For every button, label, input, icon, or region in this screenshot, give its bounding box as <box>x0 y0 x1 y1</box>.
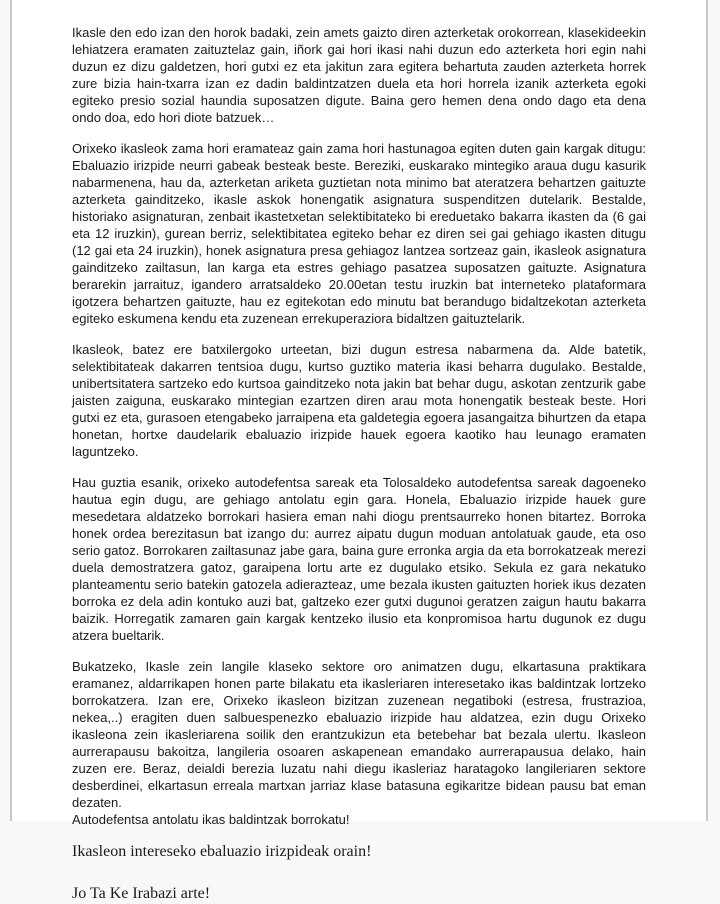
slogan-evaluation-criteria-now: Ikasleon intereseko ebaluazio irizpideak orain! <box>72 843 372 860</box>
paragraph-evaluation-criteria: Orixeko ikasleok zama hori eramateaz gain zama hori hastunagoa egiten duten gain kargak ditugu: Ebaluazio irizpide neurri gabeak besteak beste. Bereziki, euskarako mintegiko araua dugu kasurik nabarmenena, hau da, azterketan ariketa guztietan nota minimo bat ateratzera behartzen gaituzte azterketa gainditzeko, ikasle askok honengatik asignatura suspenditzen dutelarik. Bestalde, historiako asignaturan, zenbait ikastetxetan selektibitateko bi ereduetako bakarra ikasten da (6 gai eta 12 iruzkin), gurean berriz, selektibitatea egiteko behar ez diren sei gai gehiago ikasten ditugu (12 gai eta 24 iruzkin), honek asignatura presa gehiagoz lantzea sortzeaz gain, ikasleok asignatura gainditzeko zailtasun, lan karga eta estres gehiago pasatzea suposatzen gaituzte. Asignatura berarekin jarraituz, igandero arratsaldeko 20.00etan testu iruzkin bat interneteko plataformara igotzera behartzen gaituzte, hau ez egitekotan edo minutu bat berandugo bidaltzekotan azterketa egiteko eskumena kendu eta zuzenean errekuperaziora bidaltzen gaituztelarik. <box>72 141 646 326</box>
paragraph-student-stress: Ikasleok, batez ere batxilergoko urteetan, bizi dugun estresa nabarmena da. Alde batetik, selektibitateak dakarren tentsioa dugu, kurtso guztiko materia ikasi beharra dugulako. Bestalde, unibertsitatera sartzeko edo kurtsoa gainditzeko nota jakin bat behar dugu, askotan zentzurik gabe jaisten zaiguna, euskarako mintegian ezartzen diren arau mota honengatik besteak beste. Hori gutxi ez eta, gurasoen etengabeko jarraipena eta galdetegia egoera jasangaitza bihurtzen da etapa honetan, hortxe daudelarik ebaluazio irizpide hauek egoera kaotiko hau leunago eramaten laguntzeko. <box>72 342 646 459</box>
document-content <box>12 0 706 904</box>
slogan-jo-ta-ke: Jo Ta Ke Irabazi arte! <box>72 885 211 902</box>
document-page <box>10 0 708 902</box>
paragraph-intro: Ikasle den edo izan den horok badaki, zein amets gaizto diren azterketak orokorrean, klasekideekin lehiatzera eramaten zaituztelaz gain, iñork gai hori ikasi nahi duzun edo azterketa hori egin nahi duzun ez dizu galdetzen, hori gutxi ez eta jakitun zara egitera behartuta zauden azterketa horrek zure bizia hain-txarra izan ez dadin baldintzatzen duela eta hori horrela izanik azterketa egoki egiteko presio sozial haundia suposatzen digute. Baina gero hemen dena ondo dago eta dena ondo doa, edo hori diote batzuek… <box>72 25 646 125</box>
paragraph-closing-call: Bukatzeko, Ikasle zein langile klaseko sektore oro animatzen dugu, elkartasuna praktikara eramanez, aldarrikapen honen parte bilakatu eta ikasleriaren interesetako ikas baldintzak lortzeko borrokatzera. Izan ere, Orixeko ikasleon bizitzan zuzenean negatiboki (estresa, frustrazioa, nekea,..) eragiten duen salbuespenezko ebaluazio irizpide hau aldatzea, ezin dugu Orixeko ikasleona zein ikasleriarena soilik den erantzukizun eta betebehar bat bezala ulertu. Ikasleon aurrerapausu bakoitza, langileria osoaren askapenean emandako aurrerapausua delako, hain zuzen ere. Beraz, deialdi berezia luzatu nahi diegu ikasleriaz haratagoko langileriaren sektore desberdinei, elkartasun erreala martxan jarriaz klase batasuna egikaritze bidean pausu bat eman dezaten. <box>72 659 646 810</box>
paragraph-self-defense-networks: Hau guztia esanik, orixeko autodefentsa sareak eta Tolosaldeko autodefentsa sareak dagoeneko hautua egin dugu, are gehiago antolatu egin gara. Honela, Ebaluazio irizpide hauek gure mesedetara aldatzeko borrokari hasiera eman nahi diogu prentsaurreko honen bitartez. Borroka honek ordea berezitasun bat izango du: aurrez aipatu dugun moduan antolatuak gaude, eta oso serio gatoz. Borrokaren zailtasunaz jabe gara, baina gure erronka argia da eta borrokatzeak merezi duela demostratzera gatoz, garaipena lortu arte ez dugulako etsiko. Sekula ez gara nekatuko planteamentu serio batekin gatozela adierazteaz, ume bezala ikusten gaituzten horiek ikus dezaten borroka ez dela adin kontuko auzi bat, galtzeko ezer gutxi dugunoi geratzen zaigun hautu bakarra baizik. Horregatik zamaren gain kargak kentzeko ilusio eta konpromisoa hartu dugunok ez dugu atzera bueltarik. <box>72 475 646 643</box>
paragraph-autodefentsa-line: Autodefentsa antolatu ikas baldintzak borrokatu! <box>72 812 350 827</box>
